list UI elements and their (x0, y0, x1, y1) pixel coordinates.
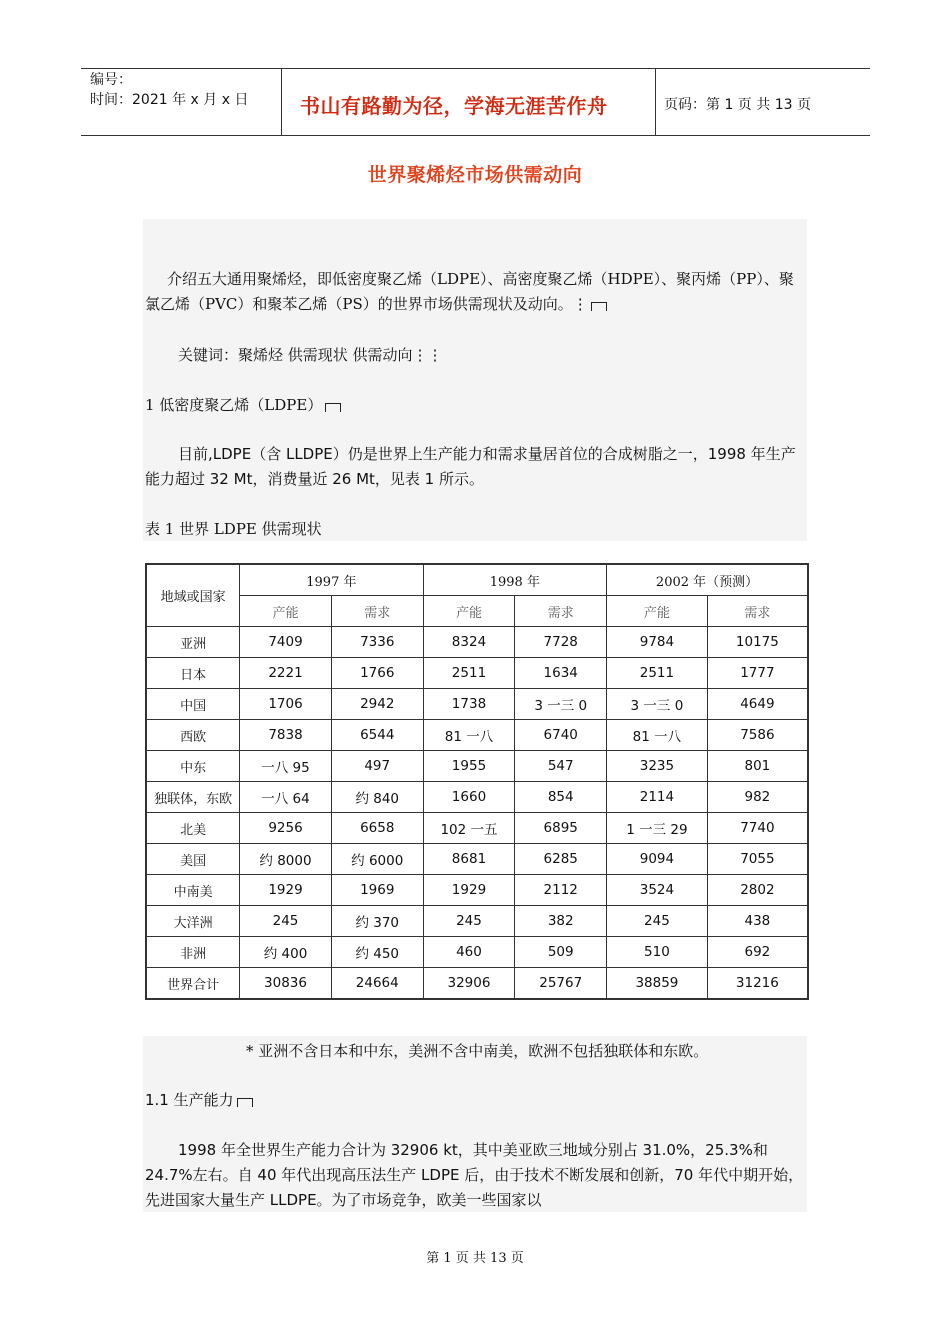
page-title: 世界聚烯烃市场供需动向 (367, 164, 583, 186)
value-cell: 4649 (707, 689, 808, 720)
edit-mark-icon (325, 403, 341, 412)
table-row (146, 751, 808, 782)
value-cell: 245 (423, 906, 515, 937)
edit-mark-icon (237, 1098, 253, 1107)
value-cell: 约 370 (331, 906, 423, 937)
value-cell: 2942 (331, 689, 423, 720)
value-cell: 一八 95 (240, 751, 332, 782)
value-cell: 1955 (423, 751, 515, 782)
table-row (146, 658, 808, 689)
table-row (146, 844, 808, 875)
value-cell: 7740 (707, 813, 808, 844)
year-header: 1997 年 (240, 564, 423, 596)
value-cell: 一八 64 (240, 782, 332, 813)
value-cell: 460 (423, 937, 515, 968)
value-cell: 1766 (331, 658, 423, 689)
value-cell: 2511 (607, 658, 708, 689)
value-cell: 8681 (423, 844, 515, 875)
value-cell: 30836 (240, 968, 332, 1000)
value-cell: 31216 (707, 968, 808, 1000)
value-cell: 24664 (331, 968, 423, 1000)
table-note: * 亚洲不含日本和中东，美洲不含中南美，欧洲不包括独联体和东欧。 (246, 1042, 709, 1060)
value-cell: 3235 (607, 751, 708, 782)
header-motto: 书山有路勤为径，学海无涯苦作舟 (300, 94, 608, 118)
value-cell: 7336 (331, 627, 423, 658)
intro-paragraph (145, 267, 805, 317)
region-cell: 中东 (146, 751, 240, 782)
table-row (146, 627, 808, 658)
region-cell: 中国 (146, 689, 240, 720)
region-cell: 独联体，东欧 (146, 782, 240, 813)
section-1-heading-text: 1 低密度聚乙烯（LDPE） (145, 396, 323, 414)
value-cell: 6895 (515, 813, 607, 844)
region-cell: 中南美 (146, 875, 240, 906)
value-cell: 1634 (515, 658, 607, 689)
value-cell: 2221 (240, 658, 332, 689)
value-cell: 7409 (240, 627, 332, 658)
value-cell: 6740 (515, 720, 607, 751)
value-cell: 2114 (607, 782, 708, 813)
value-cell: 81 一八 (607, 720, 708, 751)
header-divider-left (281, 68, 282, 136)
value-cell: 510 (607, 937, 708, 968)
value-cell: 1929 (240, 875, 332, 906)
year-header: 1998 年 (423, 564, 606, 596)
intro-text: 介绍五大通用聚烯烃，即低密度聚乙烯（LDPE）、高密度聚乙烯（HDPE）、聚丙烯（PP）、聚氯乙烯（PVC）和聚苯乙烯（PS）的世界市场供需现状及动向。⋮ (145, 270, 794, 313)
value-cell: 10175 (707, 627, 808, 658)
value-cell: 7728 (515, 627, 607, 658)
value-cell: 约 8000 (240, 844, 332, 875)
keywords-line: 关键词：聚烯烃 供需现状 供需动向⋮⋮ (178, 346, 443, 364)
value-cell: 6658 (331, 813, 423, 844)
value-cell: 547 (515, 751, 607, 782)
region-cell: 亚洲 (146, 627, 240, 658)
capacity-header: 产能 (607, 596, 708, 627)
region-cell: 美国 (146, 844, 240, 875)
table-row (146, 906, 808, 937)
value-cell: 7055 (707, 844, 808, 875)
region-header: 地域或国家 (146, 564, 240, 627)
value-cell: 约 450 (331, 937, 423, 968)
value-cell: 801 (707, 751, 808, 782)
value-cell: 9784 (607, 627, 708, 658)
region-cell: 世界合计 (146, 968, 240, 1000)
ldpe-supply-demand-table (145, 563, 809, 1000)
demand-header: 需求 (707, 596, 808, 627)
region-cell: 西欧 (146, 720, 240, 751)
region-cell: 北美 (146, 813, 240, 844)
value-cell: 1738 (423, 689, 515, 720)
value-cell: 约 840 (331, 782, 423, 813)
region-cell: 大洋洲 (146, 906, 240, 937)
table-row (146, 968, 808, 1000)
doc-time-label: 时间：2021 年 x 月 x 日 (90, 92, 249, 108)
region-cell: 非洲 (146, 937, 240, 968)
value-cell: 509 (515, 937, 607, 968)
value-cell: 3524 (607, 875, 708, 906)
value-cell: 2802 (707, 875, 808, 906)
value-cell: 7586 (707, 720, 808, 751)
region-cell: 日本 (146, 658, 240, 689)
header-divider-right (655, 68, 656, 136)
year-header: 2002 年（预测） (607, 564, 808, 596)
table-row (146, 937, 808, 968)
value-cell: 7838 (240, 720, 332, 751)
value-cell: 438 (707, 906, 808, 937)
value-cell: 2511 (423, 658, 515, 689)
edit-mark-icon (591, 302, 607, 311)
value-cell: 497 (331, 751, 423, 782)
section-1-heading (145, 393, 341, 418)
value-cell: 245 (240, 906, 332, 937)
section-1-paragraph: 目前,LDPE（含 LLDPE）仍是世界上生产能力和需求量居首位的合成树脂之一，1998 年生产能力超过 32 Mt，消费量近 26 Mt，见表 1 所示。 (145, 445, 796, 488)
value-cell: 9094 (607, 844, 708, 875)
value-cell: 25767 (515, 968, 607, 1000)
value-cell: 32906 (423, 968, 515, 1000)
value-cell: 245 (607, 906, 708, 937)
table-row (146, 782, 808, 813)
value-cell: 3 一三 0 (607, 689, 708, 720)
value-cell: 382 (515, 906, 607, 937)
value-cell: 9256 (240, 813, 332, 844)
value-cell: 982 (707, 782, 808, 813)
value-cell: 692 (707, 937, 808, 968)
demand-header: 需求 (515, 596, 607, 627)
section-1-1-heading-text: 1.1 生产能力 (145, 1091, 234, 1109)
value-cell: 6544 (331, 720, 423, 751)
value-cell: 2112 (515, 875, 607, 906)
value-cell: 1929 (423, 875, 515, 906)
value-cell: 约 400 (240, 937, 332, 968)
value-cell: 1706 (240, 689, 332, 720)
table-row (146, 689, 808, 720)
header-top-rule (81, 68, 870, 69)
doc-number-label: 编号： (90, 72, 132, 88)
demand-header: 需求 (331, 596, 423, 627)
table-row (146, 875, 808, 906)
table-row (146, 720, 808, 751)
value-cell: 3 一三 0 (515, 689, 607, 720)
header-page-code: 页码：第 1 页 共 13 页 (664, 97, 811, 113)
value-cell: 81 一八 (423, 720, 515, 751)
value-cell: 1969 (331, 875, 423, 906)
value-cell: 6285 (515, 844, 607, 875)
table-caption: 表 1 世界 LDPE 供需现状 (145, 520, 322, 538)
section-1-1-heading (145, 1088, 253, 1113)
value-cell: 8324 (423, 627, 515, 658)
table-row (146, 813, 808, 844)
page-footer: 第 1 页 共 13 页 (426, 1251, 524, 1266)
value-cell: 约 6000 (331, 844, 423, 875)
value-cell: 1777 (707, 658, 808, 689)
value-cell: 854 (515, 782, 607, 813)
value-cell: 1 一三 29 (607, 813, 708, 844)
capacity-header: 产能 (423, 596, 515, 627)
value-cell: 102 一五 (423, 813, 515, 844)
section-1-1-paragraph: 1998 年全世界生产能力合计为 32906 kt，其中美亚欧三地域分别占 31.0%，25.3%和 24.7%左右。自 40 年代出现高压法生产 LDPE 后，由于技术不断发展和创新，70 年代中期开始，先进国家大量生产 LLDPE。为了市场竞争，欧美一些国家以 (145, 1141, 804, 1209)
capacity-header: 产能 (240, 596, 332, 627)
value-cell: 38859 (607, 968, 708, 1000)
value-cell: 1660 (423, 782, 515, 813)
header-bottom-rule (81, 135, 870, 136)
